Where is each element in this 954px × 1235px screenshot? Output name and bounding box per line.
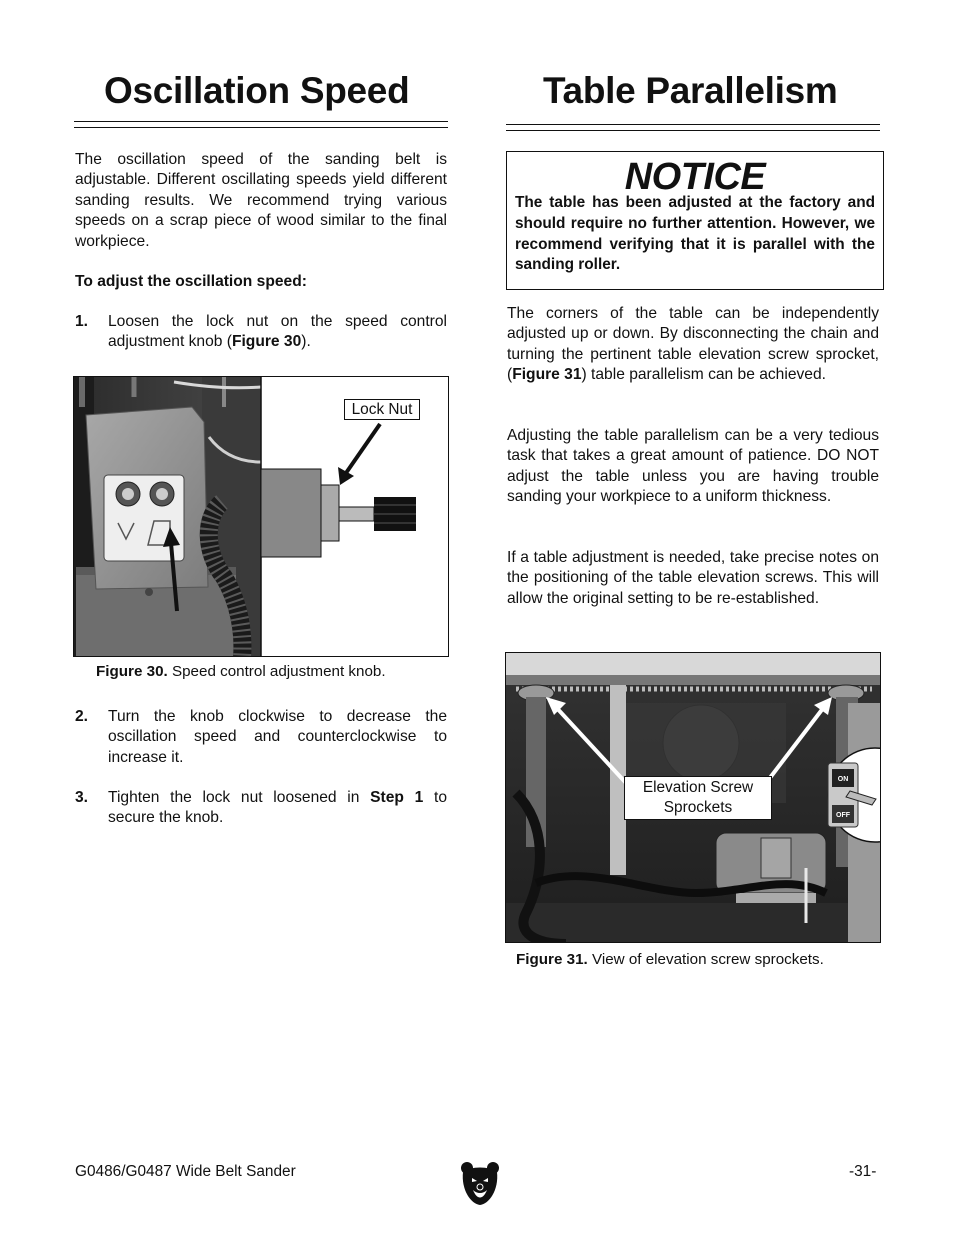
oscillation-speed-title: Oscillation Speed bbox=[104, 70, 410, 111]
step-3-text: Tighten the lock nut loosened in Step 1 to secure the knob. bbox=[108, 789, 448, 827]
figure-31-image bbox=[505, 652, 881, 943]
right-title-rule bbox=[506, 124, 880, 131]
lock-nut-label: Lock Nut bbox=[344, 399, 420, 420]
step-1-number: 1. bbox=[75, 313, 89, 330]
precise-notes-paragraph: If a table adjustment is needed, take precise notes on the positioning of the table elevation screws. This will allow the original setting to be re-established. bbox=[507, 549, 879, 607]
procedure-heading: To adjust the oscillation speed: bbox=[75, 273, 307, 290]
switch-on-label: ON bbox=[837, 776, 849, 783]
step-2-text: Turn the knob clockwise to decrease the oscillation speed and counterclockwise to increase it. bbox=[108, 708, 447, 766]
switch-off-label: OFF bbox=[836, 812, 850, 819]
left-title-rule bbox=[74, 121, 448, 128]
footer-model: G0486/G0487 Wide Belt Sander bbox=[75, 1163, 296, 1180]
step-3 bbox=[75, 788, 447, 830]
notice-body: The table has been adjusted at the factory and should require no further attention. However, we recommend verifying that it is parallel with the sanding roller. bbox=[515, 194, 875, 274]
figure-30-caption: Figure 30. Speed control adjustment knob. bbox=[96, 663, 386, 680]
elevation-screw-sprockets-label: Elevation Screw Sprockets bbox=[624, 776, 772, 820]
figure-31-caption: Figure 31. View of elevation screw sprockets. bbox=[516, 951, 824, 968]
step-1-text: Loosen the lock nut on the speed control adjustment knob (Figure 30). bbox=[108, 313, 447, 351]
footer-page-number: -31- bbox=[849, 1163, 877, 1180]
notice-box bbox=[506, 151, 884, 290]
figure-30-image bbox=[73, 376, 449, 657]
step-1 bbox=[75, 312, 447, 354]
table-corners-paragraph: The corners of the table can be independently adjusted up or down. By disconnecting the chain and turning the pertinent table elevation screw sprocket, (Figure 31) table parallelism can be achieved. bbox=[507, 305, 879, 384]
table-parallelism-title: Table Parallelism bbox=[543, 70, 838, 111]
adjusting-caution-paragraph: Adjusting the table parallelism can be a very tedious task that takes a great amount of patience. DO NOT adjust the table unless you are having trouble sanding your workpiece to a uniform thickness. bbox=[507, 427, 879, 506]
notice-title: NOTICE bbox=[624, 156, 766, 198]
step-2 bbox=[75, 707, 447, 769]
oscillation-intro-paragraph: The oscillation speed of the sanding belt is adjustable. Different oscillating speeds yield different sanding results. We recommend trying various speeds on a scrap piece of wood similar to the final workpiece. bbox=[75, 151, 447, 250]
bear-logo-icon bbox=[459, 1160, 501, 1206]
step-3-number: 3. bbox=[75, 789, 89, 806]
step-2-number: 2. bbox=[75, 708, 89, 725]
